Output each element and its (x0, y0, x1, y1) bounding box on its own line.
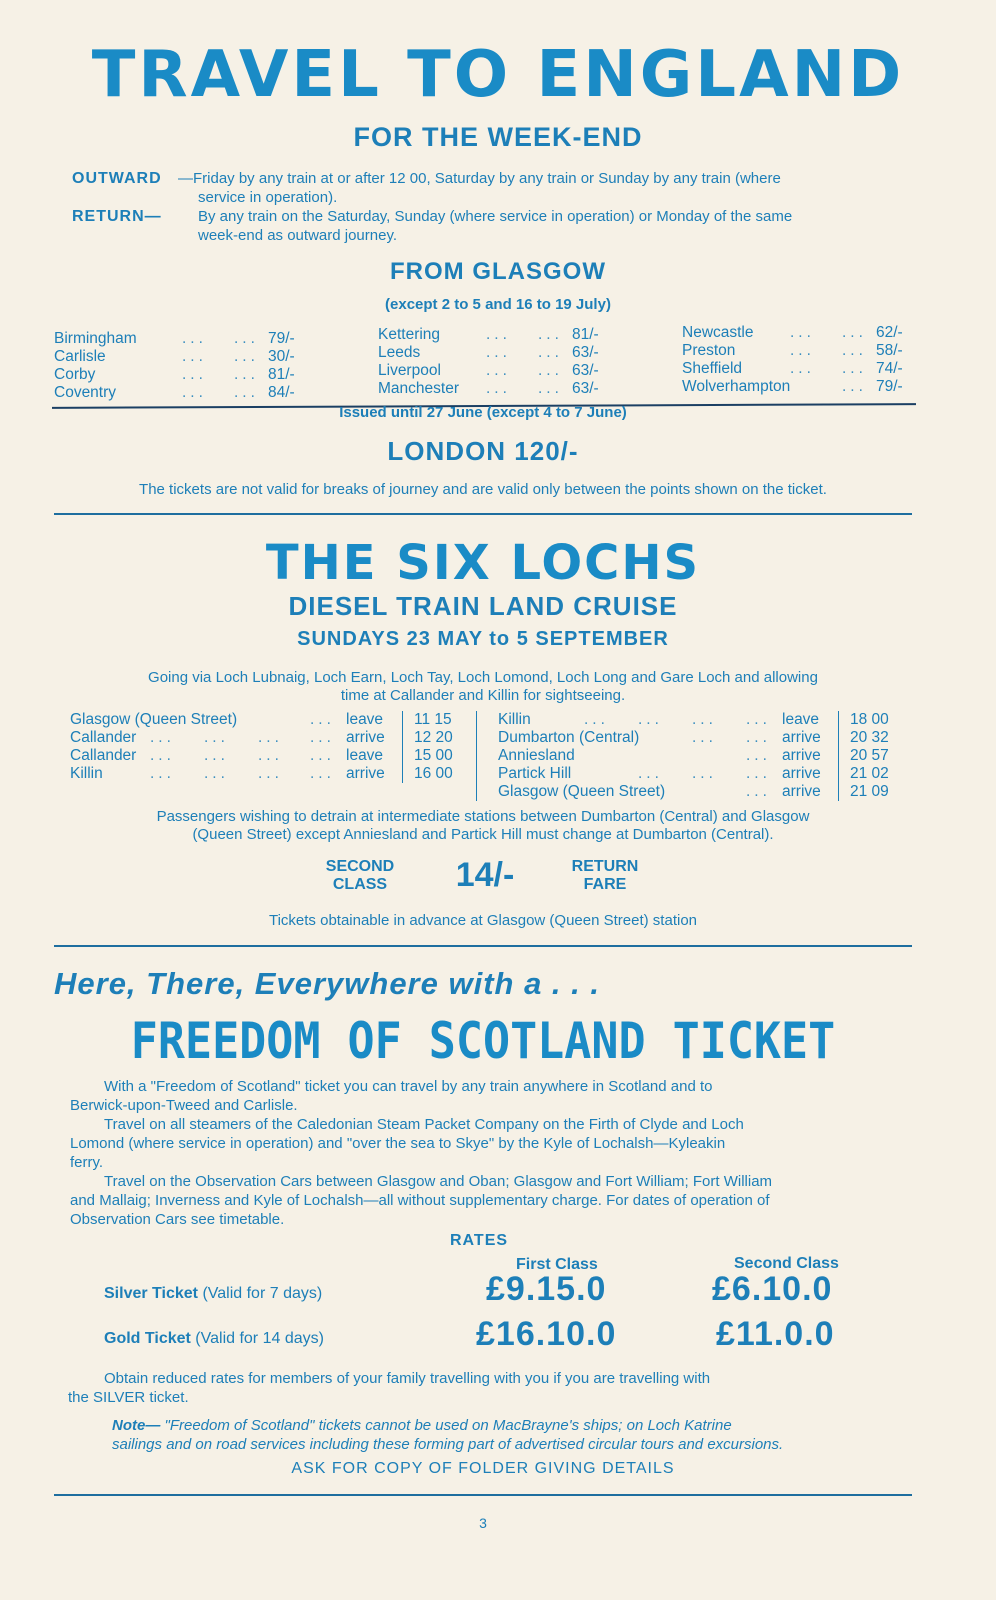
note-line-2: sailings and on road services including these forming part of advertised circular tours and excursions. (112, 1436, 784, 1453)
class-line-2: CLASS (332, 876, 388, 893)
dot-leader: ... (538, 344, 563, 361)
freedom-paragraph-3c: Observation Cars see timetable. (70, 1211, 285, 1228)
dot-leader: ... (310, 729, 335, 746)
timetable-left (70, 711, 470, 801)
fare-price: 62/- (876, 324, 903, 341)
dot-leader: ... (692, 711, 717, 728)
dot-leader: ... (842, 360, 867, 377)
footer-divider (54, 1494, 912, 1496)
dot-leader: ... (234, 384, 259, 401)
silver-second-price: £6.10.0 (712, 1270, 833, 1308)
fare-place: Carlisle (54, 348, 106, 365)
freedom-paragraph-2b: Lomond (where service in operation) and "over the sea to Skye" by the Kyle of Lochalsh—Kyleakin (70, 1135, 726, 1152)
dot-leader: ... (638, 711, 663, 728)
fare-price: 81/- (268, 366, 295, 383)
page-number: 3 (479, 1515, 487, 1531)
fare-price: 58/- (876, 342, 903, 359)
action-label: arrive (782, 765, 821, 782)
dot-leader: ... (842, 378, 867, 395)
class-line-1: SECOND (325, 858, 395, 875)
return-text-2: week-end as outward journey. (198, 227, 397, 244)
dot-leader: ... (486, 362, 511, 379)
fare-place: Coventry (54, 384, 117, 401)
station-name: Killin (498, 711, 531, 728)
station-name: Callander (70, 729, 137, 746)
dot-leader: ... (538, 362, 563, 379)
time-value: 20 57 (850, 747, 889, 764)
dot-leader: ... (842, 342, 867, 359)
silver-label: Silver Ticket (104, 1285, 198, 1302)
gold-validity: (Valid for 14 days) (195, 1330, 324, 1347)
dot-leader: ... (746, 729, 771, 746)
lochs-price: 14/- (455, 856, 515, 894)
dot-leader: ... (204, 729, 229, 746)
station-name: Killin (70, 765, 103, 782)
dot-leader: ... (182, 384, 207, 401)
action-label: leave (346, 747, 384, 764)
fare-place: Corby (54, 366, 96, 383)
freedom-paragraph-3: Travel on the Observation Cars between Glasgow and Oban; Glasgow and Fort William; Fort William (104, 1173, 773, 1190)
note-text-1: "Freedom of Scotland" tickets cannot be used on MacBrayne's ships; on Loch Katrine (164, 1417, 732, 1434)
freedom-paragraph-2c: ferry. (70, 1154, 104, 1171)
dot-leader: ... (310, 747, 335, 764)
dot-leader: ... (204, 765, 229, 782)
time-value: 11 15 (414, 711, 452, 728)
freedom-title: FREEDOM OF SCOTLAND TICKET (130, 1012, 836, 1070)
station-name: Dumbarton (Central) (498, 729, 640, 746)
gold-label: Gold Ticket (104, 1330, 191, 1347)
dot-leader: ... (692, 765, 717, 782)
dot-leader: ... (258, 729, 283, 746)
lochs-note-1: Passengers wishing to detrain at intermediate stations between Dumbarton (Central) and Glasgow (156, 808, 810, 825)
dot-leader: ... (486, 380, 511, 397)
freedom-paragraph-1: With a "Freedom of Scotland" ticket you can travel by any train anywhere in Scotland and to (104, 1078, 713, 1095)
action-label: arrive (346, 765, 385, 782)
fare-price: 79/- (268, 330, 295, 347)
fare-place: Newcastle (682, 324, 754, 341)
fare-place: Wolverhampton (682, 378, 791, 395)
outward-text-2: service in operation). (198, 189, 338, 206)
dot-leader: ... (584, 711, 609, 728)
dot-leader: ... (538, 380, 563, 397)
lochs-subtitle: DIESEL TRAIN LAND CRUISE (288, 591, 678, 621)
column-divider (838, 711, 839, 801)
dot-leader: ... (182, 348, 207, 365)
time-value: 15 00 (414, 747, 453, 764)
dot-leader: ... (790, 342, 815, 359)
time-value: 16 00 (414, 765, 453, 782)
dot-leader: ... (182, 366, 207, 383)
time-value: 21 02 (850, 765, 889, 782)
dot-leader: ... (310, 711, 335, 728)
fare-price: 74/- (876, 360, 903, 377)
dot-leader: ... (258, 747, 283, 764)
dot-leader: ... (790, 324, 815, 341)
dot-leader: ... (790, 360, 815, 377)
action-label: arrive (782, 729, 821, 746)
fare-line-1: RETURN (571, 858, 639, 875)
lochs-desc-1: Going via Loch Lubnaig, Loch Earn, Loch Tay, Loch Lomond, Loch Long and Gare Loch and allowing (148, 669, 818, 686)
dot-leader: ... (746, 783, 771, 800)
dot-leader: ... (204, 747, 229, 764)
dot-leader: ... (746, 711, 771, 728)
gold-ticket-label (104, 1330, 324, 1348)
freedom-paragraph-2: Travel on all steamers of the Caledonian Steam Packet Company on the Firth of Clyde and Loch (104, 1116, 744, 1133)
action-label: arrive (782, 747, 821, 764)
action-label: leave (346, 711, 384, 728)
time-value: 12 20 (414, 729, 453, 746)
outward-label: OUTWARD (72, 170, 162, 187)
station-name: Partick Hill (498, 765, 572, 782)
lochs-title: THE SIX LOCHS (265, 535, 701, 591)
outward-text-1: —Friday by any train at or after 12 00, Saturday by any train or Sunday by any train (where (178, 170, 781, 187)
from-glasgow: FROM GLASGOW (390, 258, 606, 285)
time-value: 18 00 (850, 711, 889, 728)
fare-price: 81/- (572, 326, 599, 343)
return-label: RETURN— (72, 208, 162, 225)
gold-second-price: £11.0.0 (716, 1315, 835, 1353)
lochs-desc-2: time at Callander and Killin for sightseeing. (340, 687, 626, 704)
fare-place: Leeds (378, 344, 421, 361)
dot-leader: ... (150, 765, 175, 782)
lochs-dates: SUNDAYS 23 MAY to 5 SEPTEMBER (297, 628, 669, 650)
dot-leader: ... (234, 330, 259, 347)
dot-leader: ... (746, 747, 771, 764)
fare-row (54, 330, 137, 348)
second-class-heading: Second Class (734, 1255, 839, 1272)
dot-leader: ... (842, 324, 867, 341)
first-class-heading: First Class (516, 1256, 598, 1273)
time-value: 20 32 (850, 729, 889, 746)
england-title: TRAVEL TO ENGLAND (91, 38, 905, 112)
station-name: Glasgow (Queen Street) (498, 783, 666, 800)
fare-place: Manchester (378, 380, 459, 397)
dot-leader: ... (150, 729, 175, 746)
fare-row (54, 384, 116, 402)
silver-validity: (Valid for 7 days) (202, 1285, 323, 1302)
freedom-paragraph-3b: and Mallaig; Inverness and Kyle of Lochalsh—all without supplementary charge. For dates of operation of (70, 1192, 770, 1209)
issued-until: Issued until 27 June (except 4 to 7 June) (339, 404, 627, 421)
section-divider (54, 945, 912, 947)
fare-line-2: FARE (583, 876, 627, 893)
fare-place: Kettering (378, 326, 441, 343)
ticket-validity: The tickets are not valid for breaks of journey and are valid only between the points shown on the ticket. (139, 481, 827, 498)
reduced-rates-1: Obtain reduced rates for members of your family travelling with you if you are travelling with (104, 1370, 711, 1387)
dot-leader: ... (234, 348, 259, 365)
note-label: Note— (112, 1417, 161, 1434)
reduced-rates-2: the SILVER ticket. (68, 1389, 189, 1406)
section-divider (54, 513, 912, 515)
timetable-divider (476, 711, 477, 801)
fare-row (54, 348, 106, 366)
column-divider (402, 711, 403, 783)
dot-leader: ... (486, 326, 511, 343)
fare-row (54, 366, 95, 384)
fare-price: 79/- (876, 378, 903, 395)
dot-leader: ... (310, 765, 335, 782)
dot-leader: ... (746, 765, 771, 782)
dot-leader: ... (486, 344, 511, 361)
return-fare-label (550, 858, 660, 894)
station-name: Anniesland (498, 747, 575, 764)
dot-leader: ... (182, 330, 207, 347)
fare-place: Preston (682, 342, 736, 359)
except-dates: (except 2 to 5 and 16 to 19 July) (385, 296, 611, 313)
note-line-1 (112, 1417, 732, 1435)
fare-place: Sheffield (682, 360, 743, 377)
gold-first-price: £16.10.0 (476, 1315, 617, 1353)
station-name: Callander (70, 747, 137, 764)
action-label: arrive (782, 783, 821, 800)
lochs-tickets: Tickets obtainable in advance at Glasgow (Queen Street) station (268, 912, 697, 929)
freedom-paragraph-1b: Berwick-upon-Tweed and Carlisle. (70, 1097, 298, 1114)
rates-heading: RATES (450, 1232, 509, 1249)
timetable-right (498, 711, 908, 803)
fare-price: 63/- (572, 380, 599, 397)
freedom-tagline: Here, There, Everywhere with a . . . (54, 966, 600, 1001)
london-fare: LONDON 120/- (387, 436, 579, 466)
return-text-1: By any train on the Saturday, Sunday (where service in operation) or Monday of the same (198, 208, 793, 225)
action-label: leave (782, 711, 820, 728)
fare-place: Liverpool (378, 362, 441, 379)
fare-price: 84/- (268, 384, 295, 401)
fare-price: 63/- (572, 362, 599, 379)
time-value: 21 09 (850, 783, 889, 800)
england-subtitle: FOR THE WEEK-END (353, 122, 643, 152)
dot-leader: ... (150, 747, 175, 764)
dot-leader: ... (638, 765, 663, 782)
silver-first-price: £9.15.0 (486, 1270, 607, 1308)
lochs-note-2: (Queen Street) except Anniesland and Partick Hill must change at Dumbarton (Central). (192, 826, 774, 843)
silver-ticket-label (104, 1285, 322, 1303)
station-name: Glasgow (Queen Street) (70, 711, 238, 728)
ask-folder: ASK FOR COPY OF FOLDER GIVING DETAILS (291, 1460, 675, 1477)
action-label: arrive (346, 729, 385, 746)
second-class-label (300, 858, 420, 894)
fare-price: 30/- (268, 348, 295, 365)
dot-leader: ... (234, 366, 259, 383)
fare-price: 63/- (572, 344, 599, 361)
dot-leader: ... (538, 326, 563, 343)
dot-leader: ... (258, 765, 283, 782)
dot-leader: ... (692, 729, 717, 746)
fare-place: Birmingham (54, 330, 137, 347)
